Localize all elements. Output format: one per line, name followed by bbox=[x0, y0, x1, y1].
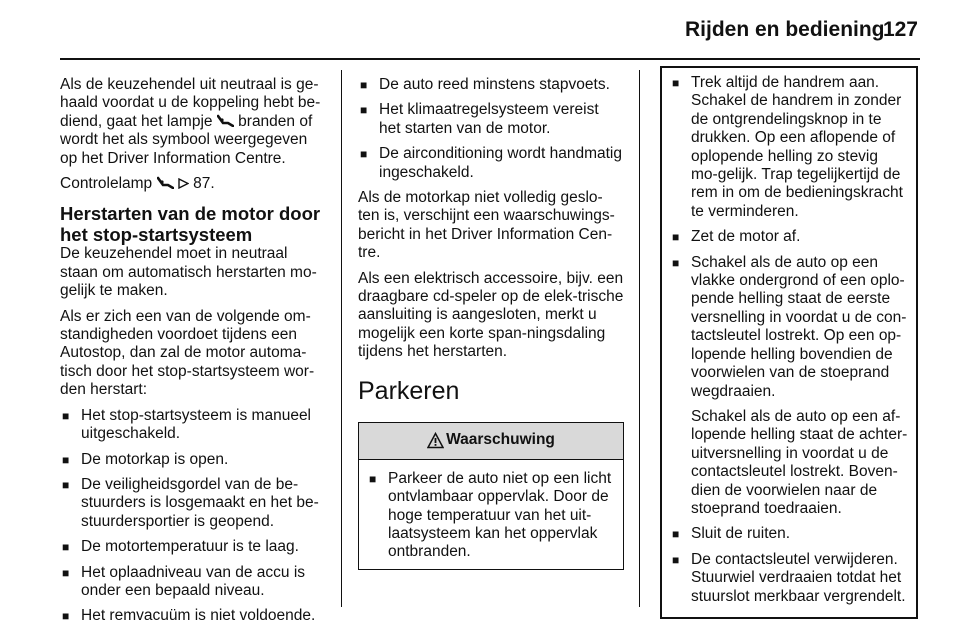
list-item: ■ De motortemperatuur is te laag. bbox=[60, 538, 328, 556]
paragraph: Als er zich een van de volgende om-standigheden voordoet tijdens een Autostop, dan zal de motor automa-tisch door het stop-startsysteem wor-den herstart: bbox=[60, 307, 315, 399]
page-title: Rijden en bediening bbox=[685, 18, 885, 41]
paragraph-text: Controlelamp bbox=[60, 175, 153, 193]
list-item: ■ Schakel als de auto op een vlakke ondergrond of een oplo-pende helling staat de eerste versnelling in voordat u de con-tactsleutel lostrekt. Op een op-lopende helling bovendien de voorwielen van de stoeprand wegdraaien. bbox=[670, 254, 908, 401]
list-item: ■ Het stop-startsysteem is manueel uitgeschakeld. bbox=[60, 407, 328, 444]
paragraph: De keuzehendel moet in neutraal staan om automatisch herstarten mo-gelijk te maken. bbox=[60, 245, 317, 300]
section-heading: Parkeren bbox=[358, 376, 460, 405]
list-item: ■ Trek altijd de handrem aan. Schakel de handrem in zonder de ontgrendelingsknop in te drukken. Op een aflopende of oplopende helling zo stevig mo-gelijk. Trap tegelijkertijd de rem in om de bedieningskracht te verminderen. bbox=[670, 74, 908, 221]
paragraph: Als de motorkap niet volledig geslo-ten is, verschijnt een waarschuwings-bericht in het Driver Information Cen-tre. bbox=[358, 189, 615, 262]
column-divider bbox=[639, 70, 640, 607]
bullet-list bbox=[367, 470, 615, 562]
list-item: ■ De airconditioning wordt handmatig ingeschakeld. bbox=[358, 145, 624, 182]
list-item: ■ De auto reed minstens stapvoets. bbox=[358, 76, 624, 94]
list-item: ■ De contactsleutel verwijderen. Stuurwiel verdraaien totdat het stuurslot merkbaar vergrendelt. bbox=[670, 551, 908, 606]
page-number: 127 bbox=[882, 18, 918, 41]
bullet-list bbox=[670, 74, 908, 401]
warning-triangle-icon bbox=[427, 432, 444, 449]
list-item: ■ Het oplaadniveau van de accu is onder een bepaald niveau. bbox=[60, 564, 328, 601]
list-item: ■ De veiligheidsgordel van de be-stuurders is losgemaakt en het be-stuurdersportier is geopend. bbox=[60, 476, 328, 531]
paragraph-text: Als de keuzehendel uit neutraal is ge-haald voordat u de koppeling hebt be-diend, gaat het lampje bbox=[60, 76, 321, 130]
list-item: ■ Het remvacuüm is niet voldoende. bbox=[60, 607, 328, 625]
parking-steps-box bbox=[660, 66, 918, 619]
paragraph: Als een elektrisch accessoire, bijv. een draagbare cd-speler op de elek-trische aansluiting is aangesloten, merkt u mogelijk een korte span-ningsdaling tijdens het herstarten. bbox=[358, 269, 624, 361]
paragraph-text: branden of wordt het als symbool weergegeven op het Driver Information Centre. bbox=[60, 112, 313, 167]
paragraph-controlelamp bbox=[60, 175, 328, 193]
list-item: ■ Het klimaatregelsysteem vereist het starten van de motor. bbox=[358, 101, 624, 138]
warning-header bbox=[359, 423, 623, 460]
page-header bbox=[60, 18, 920, 58]
list-item: ■ De motorkap is open. bbox=[60, 451, 328, 469]
paragraph: Schakel als de auto op een af-lopende helling staat de achter-uitversnelling in voordat u de contactsleutel lostrekt. Boven-dien de voorwielen naar de stoeprand toedraaien. bbox=[691, 407, 908, 517]
bullet-list bbox=[358, 76, 624, 182]
column-1 bbox=[60, 76, 328, 633]
bullet-list bbox=[60, 407, 328, 626]
page-reference-link[interactable]: 87. bbox=[193, 175, 215, 193]
warning-box bbox=[358, 422, 624, 570]
column-2 bbox=[358, 76, 624, 570]
paragraph-clutch bbox=[60, 76, 328, 168]
section-heading: Herstarten van de motor door het stop-startsysteem bbox=[60, 203, 321, 246]
bullet-list bbox=[670, 525, 908, 606]
column-divider bbox=[341, 70, 342, 607]
clutch-warning-icon bbox=[217, 114, 234, 127]
reference-arrow-icon[interactable] bbox=[178, 178, 189, 189]
column-3 bbox=[660, 76, 918, 619]
list-item: ■ Sluit de ruiten. bbox=[670, 525, 908, 543]
clutch-warning-icon bbox=[157, 176, 174, 189]
list-item: ■ Parkeer de auto niet op een licht ontvlambaar oppervlak. Door de hoge temperatuur van het uit-laatsysteem kan het oppervlak ontbranden. bbox=[367, 470, 615, 562]
warning-body bbox=[359, 460, 623, 562]
header-divider bbox=[60, 58, 920, 60]
list-item: ■ Zet de motor af. bbox=[670, 228, 908, 246]
warning-title: Waarschuwing bbox=[446, 431, 555, 449]
